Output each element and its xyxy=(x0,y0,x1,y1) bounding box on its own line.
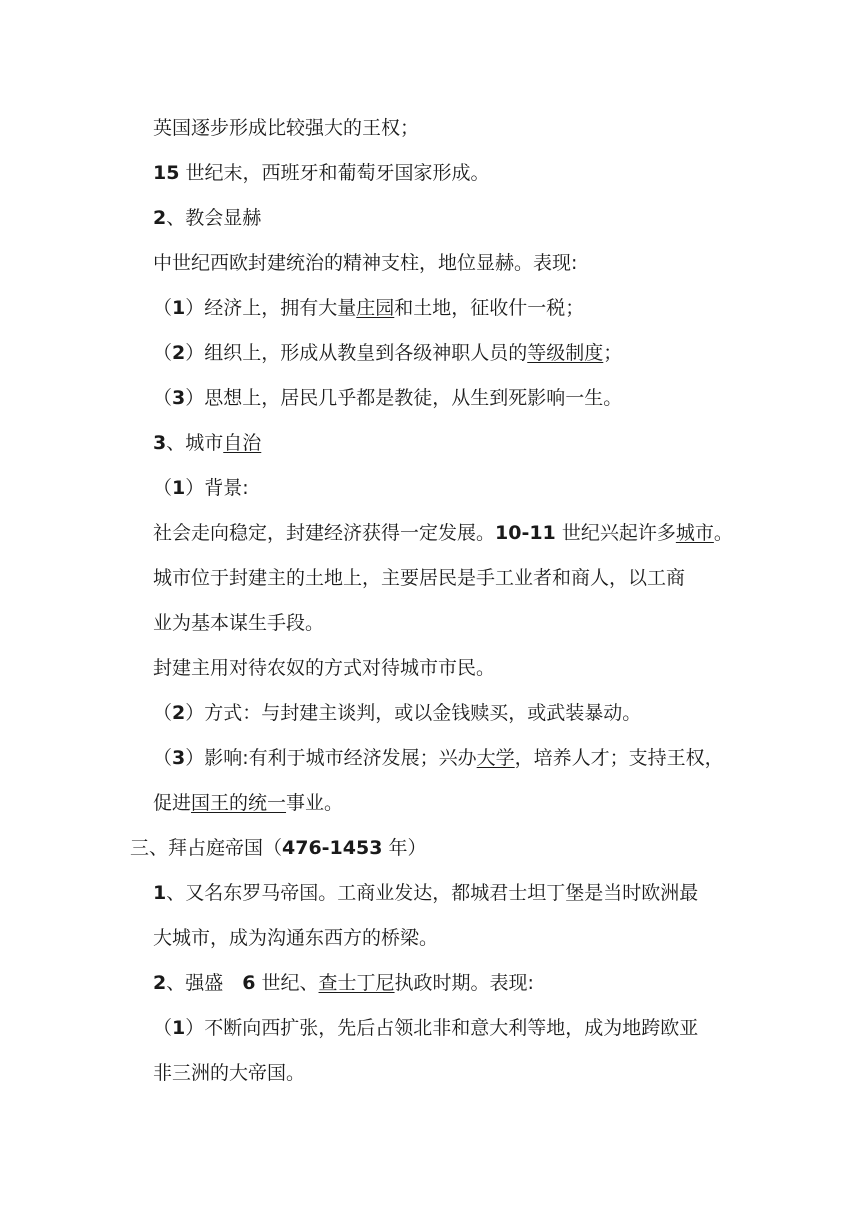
line-16 xyxy=(153,790,753,816)
text-run: 英国逐步形成比较强大的王权； xyxy=(153,117,420,139)
text-run: 社会走向稳定，封建经济获得一定发展。 xyxy=(153,522,496,544)
text-run: 2 xyxy=(153,972,167,994)
line-19 xyxy=(153,925,753,951)
text-run: 15 xyxy=(153,162,180,184)
text-run: （ xyxy=(153,297,173,319)
line-10 xyxy=(153,520,753,546)
text-run: 世纪、 xyxy=(255,972,319,994)
text-run: 年） xyxy=(382,837,427,859)
text-run: 、强盛 xyxy=(166,972,243,994)
text-run: ，培养人才；支持王权， xyxy=(514,747,724,769)
text-run: （ xyxy=(153,1017,173,1039)
text-run: 2 xyxy=(172,702,186,724)
text-run: 1 xyxy=(153,882,167,904)
text-run: 、又名东罗马帝国。工商业发达，都城君士坦丁堡是当时欧洲最 xyxy=(166,882,699,904)
text-run: 和土地，征收什一税； xyxy=(394,297,585,319)
text-run: 世纪末，西班牙和葡萄牙国家形成。 xyxy=(179,162,490,184)
underlined-term: 大学 xyxy=(476,747,515,769)
text-run: ）不断向西扩张，先后占领北非和意大利等地，成为地跨欧亚 xyxy=(185,1017,699,1039)
text-run: 、教会显赫 xyxy=(166,207,262,229)
heading-city-autonomy xyxy=(153,430,753,456)
text-run: 城市位于封建主的土地上，主要居民是手工业者和商人，以工商 xyxy=(153,567,686,589)
line-15 xyxy=(153,745,753,771)
line-4 xyxy=(153,250,753,276)
text-run: 非三洲的大帝国。 xyxy=(153,1062,306,1084)
text-run: 6 xyxy=(242,972,256,994)
underlined-term: 国王的统一 xyxy=(191,792,287,814)
text-run: 1 xyxy=(172,297,186,319)
text-run: （ xyxy=(153,342,173,364)
text-run: 1 xyxy=(172,1017,186,1039)
text-run: 2 xyxy=(153,207,167,229)
text-run: 促进 xyxy=(153,792,192,814)
line-7 xyxy=(153,385,753,411)
text-run: ）方式：与封建主谈判，或以金钱赎买，或武装暴动。 xyxy=(185,702,642,724)
line-9 xyxy=(153,475,753,501)
line-11 xyxy=(153,565,753,591)
line-20 xyxy=(153,970,753,996)
line-13 xyxy=(153,655,753,681)
underlined-term: 城市 xyxy=(675,522,714,544)
text-run: 三、拜占庭帝国（ xyxy=(130,837,283,859)
line-2 xyxy=(153,160,753,186)
text-run: 封建主用对待农奴的方式对待城市市民。 xyxy=(153,657,496,679)
text-run: 3 xyxy=(172,387,186,409)
line-14 xyxy=(153,700,753,726)
heading-church xyxy=(153,205,753,231)
text-run: ）背景: xyxy=(185,477,249,499)
line-5 xyxy=(153,295,753,321)
text-run: 2 xyxy=(172,342,186,364)
underlined-term: 自治 xyxy=(223,432,262,454)
text-run: （ xyxy=(153,477,173,499)
text-run: 476-1453 xyxy=(282,837,383,859)
line-12 xyxy=(153,610,753,636)
text-run: （ xyxy=(153,747,173,769)
underlined-term: 庄园 xyxy=(356,297,395,319)
text-run: ）思想上，居民几乎都是教徒，从生到死影响一生。 xyxy=(185,387,623,409)
text-run: ； xyxy=(603,342,623,364)
text-run: 中世纪西欧封建统治的精神支柱，地位显赫。表现: xyxy=(153,252,578,274)
underlined-term: 等级制度 xyxy=(527,342,604,364)
text-run: ）经济上，拥有大量 xyxy=(185,297,357,319)
line-18 xyxy=(153,880,753,906)
text-run: 3 xyxy=(153,432,167,454)
text-run: 事业。 xyxy=(286,792,344,814)
text-run: 世纪兴起许多 xyxy=(555,522,676,544)
text-run: ）影响:有利于城市经济发展；兴办 xyxy=(185,747,477,769)
text-run: （ xyxy=(153,387,173,409)
text-run: 、城市 xyxy=(166,432,224,454)
text-run: 执政时期。表现: xyxy=(394,972,534,994)
text-run: 。 xyxy=(713,522,733,544)
text-run: （ xyxy=(153,702,173,724)
text-run: 大城市，成为沟通东西方的桥梁。 xyxy=(153,927,439,949)
section-heading-byzantine xyxy=(130,835,730,861)
text-run: 10-11 xyxy=(495,522,556,544)
line-6 xyxy=(153,340,753,366)
line-1 xyxy=(153,115,753,141)
text-run: 3 xyxy=(172,747,186,769)
text-run: ）组织上，形成从教皇到各级神职人员的 xyxy=(185,342,528,364)
underlined-term: 查士丁尼 xyxy=(318,972,395,994)
text-run: 1 xyxy=(172,477,186,499)
line-22 xyxy=(153,1060,753,1086)
text-run: 业为基本谋生手段。 xyxy=(153,612,325,634)
line-21 xyxy=(153,1015,753,1041)
